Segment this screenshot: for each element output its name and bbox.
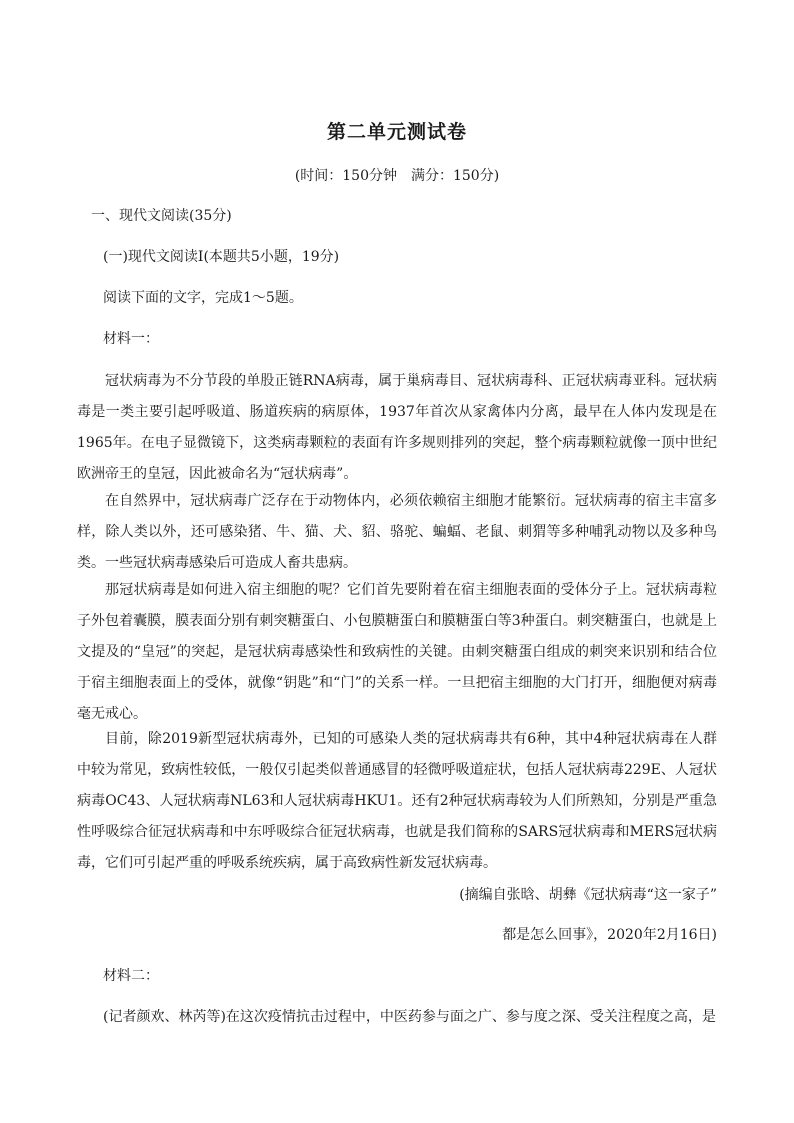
source-citation-line-2: 都是怎么回事》，2020年2月16日) bbox=[502, 927, 717, 943]
instruction-text: 阅读下面的文字，完成1～5题。 bbox=[103, 290, 303, 306]
source-citation-line-1: (摘编自张晗、胡彝《冠状病毒“这一家子” bbox=[459, 887, 717, 903]
section-heading: 一、现代文阅读(35分) bbox=[91, 208, 232, 224]
subsection-heading: (一)现代文阅读Ⅰ(本题共5小题，19分) bbox=[103, 249, 340, 265]
exam-time-info: (时间：150分钟 满分：150分) bbox=[294, 168, 500, 184]
paragraph: 目前，除2019新型冠状病毒外，已知的可感染人类的冠状病毒共有6种，其中4种冠状病毒在人群中较为常见，致病性较低，一般仅引起类似普通感冒的轻微呼吸道症状，包括人冠状病毒229E、人冠状病毒OC43、人冠状病毒NL63和人冠状病毒HKU1。还有2种冠状病毒较为人们所熟知，分别是严重急性呼吸综合征冠状病毒和中东呼吸综合征冠状病毒，也就是我们简称的SARS冠状病毒和MERS冠状病毒，它们可引起严重的呼吸系统疾病，属于高致病性新发冠状病毒。 bbox=[77, 731, 717, 871]
material-two-label: 材料二： bbox=[103, 968, 159, 984]
material-one-label: 材料一： bbox=[103, 331, 159, 347]
page-title: 第二单元测试卷 bbox=[326, 121, 467, 143]
paragraph: 在自然界中，冠状病毒广泛存在于动物体内，必须依赖宿主细胞才能繁衍。冠状病毒的宿主丰富多样，除人类以外，还可感染猪、牛、猫、犬、貂、骆驼、蝙蝠、老鼠、刺猬等多种哺乳动物以及多种鸟类。一些冠状病毒感染后可造成人畜共患病。 bbox=[77, 493, 717, 571]
paragraph: 那冠状病毒是如何进入宿主细胞的呢？它们首先要附着在宿主细胞表面的受体分子上。冠状病毒粒子外包着囊膜，膜表面分别有刺突糖蛋白、小包膜糖蛋白和膜糖蛋白等3种蛋白。刺突糖蛋白，也就是上文提及的“皇冠”的突起，是冠状病毒感染性和致病性的关键。由刺突糖蛋白组成的刺突来识别和结合位于宿主细胞表面上的受体，就像“钥匙”和“门”的关系一样。一旦把宿主细胞的大门打开，细胞便对病毒毫无戒心。 bbox=[77, 582, 717, 722]
paragraph: (记者颜欢、林芮等)在这次疫情抗击过程中，中医药参与面之广、参与度之深、受关注程度之高，是 bbox=[103, 1009, 716, 1025]
paragraph: 冠状病毒为不分节段的单股正链RNA病毒，属于巢病毒目、冠状病毒科、正冠状病毒亚科。冠状病毒是一类主要引起呼吸道、肠道疾病的病原体，1937年首次从家禽体内分离，最早在人体内发现是在1965年。在电子显微镜下，这类病毒颗粒的表面有许多规则排列的突起，整个病毒颗粒就像一顶中世纪欧洲帝王的皇冠，因此被命名为“冠状病毒”。 bbox=[77, 373, 717, 482]
